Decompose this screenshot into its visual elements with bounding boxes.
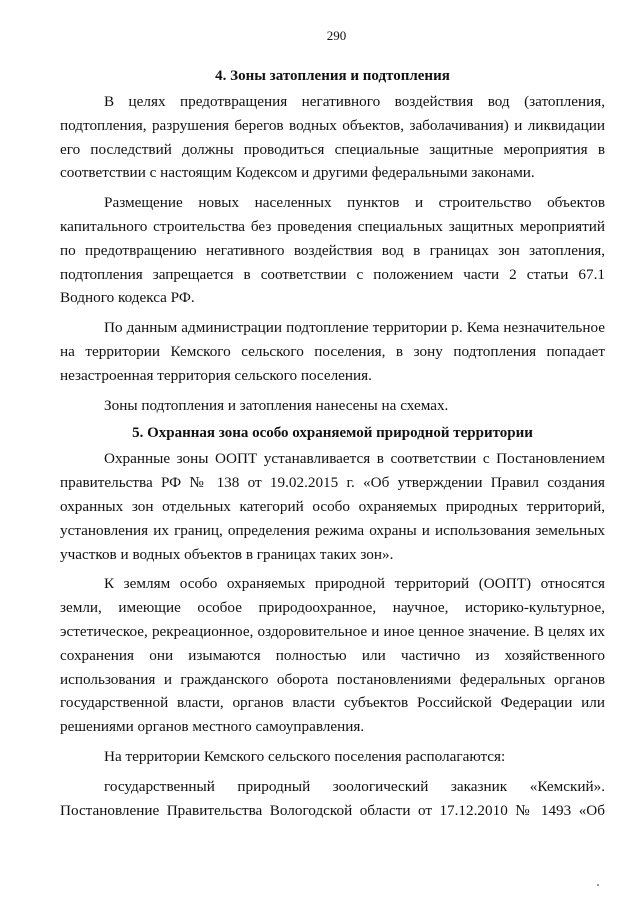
scan-speck (597, 884, 599, 886)
section-4-paragraph-2: Размещение новых населенных пунктов и строительство объектов капитального строительства без проведения специальных защитных мероприятий по предотвращению негативного воздействия вод в границах зон затопления, подтопления запрещается в соответствии с положением части 2 статьи 67.1 Водного кодекса РФ. (60, 194, 605, 307)
section-4-paragraph-3: По данным администрации подтопление территории р. Кема незначительное на территории Кемского сельского поселения, в зону подтопления попадает незастроенная территория сельского поселения. (60, 319, 605, 384)
section-4-paragraph-1: В целях предотвращения негативного воздействия вод (затопления, подтопления, разрушения берегов водных объектов, заболачивания) и ликвидации его последствий должны проводиться специальные защитные мероприятия в соответствии с настоящим Кодексом и другими федеральными законами. (60, 93, 605, 182)
page-number: 290 (326, 28, 347, 43)
section-5-paragraph-4: государственный природный зоологический заказник «Кемский». Постановление Правительства Вологодской области от 17.12.2010 № 1493 «Об (60, 777, 605, 819)
section-5-paragraph-2: К землям особо охраняемых природной территорий (ООПТ) относятся земли, имеющие особое природоохранное, научное, историко-культурное, эстетическое, рекреационное, оздоровительное и иное ценное значение. В целях их сохранения они изымаются полностью или частично из хозяйственного использования и гражданского оборота постановлениями федеральных органов государственной власти, органов власти субъектов Российской Федерации или решениями органов местного самоуправления. (60, 575, 605, 736)
document-page (60, 28, 605, 828)
section-4-paragraph-4: Зоны подтопления и затопления нанесены на схемах. (104, 396, 449, 414)
section-5-heading: 5. Охранная зона особо охраняемой природной территории (132, 425, 533, 442)
section-4-heading: 4. Зоны затопления и подтопления (215, 68, 450, 84)
section-5-paragraph-1: Охранные зоны ООПТ устанавливается в соответствии с Постановлением правительства РФ № 138 от 19.02.2015 г. «Об утверждении Правил создания охранных зон отдельных категорий особо охраняемых природных территорий, установления их границ, определения режима охраны и использования земельных участков и водных объектов в границах таких зон». (60, 450, 605, 563)
section-5-paragraph-3: На территории Кемского сельского поселения располагаются: (104, 747, 506, 765)
